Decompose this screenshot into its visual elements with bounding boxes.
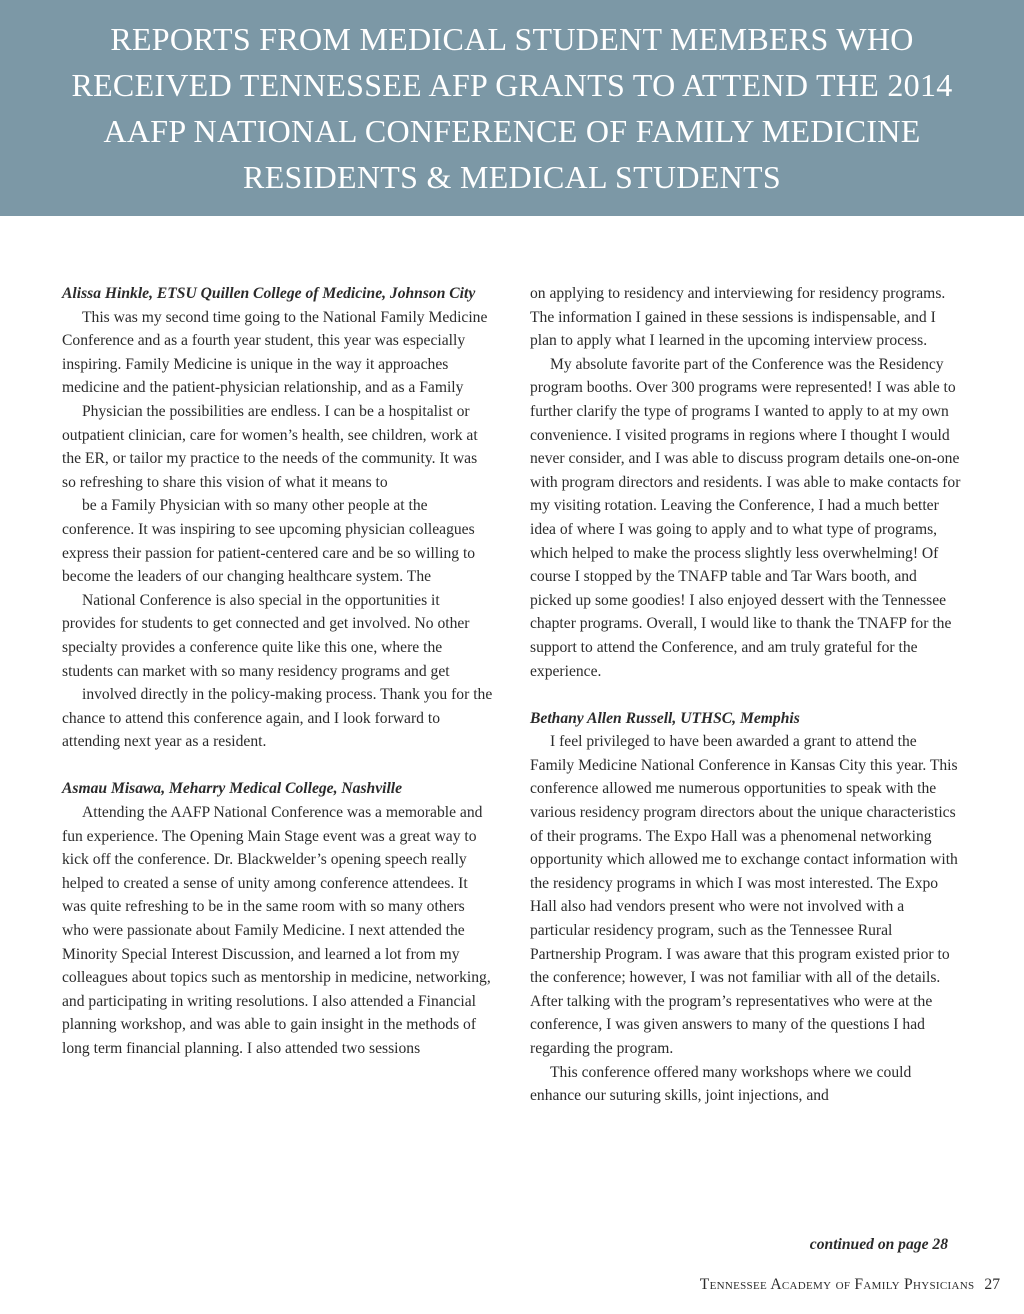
report-asmau-misawa <box>62 777 494 1060</box>
paragraph: This conference offered many workshops where we could enhance our suturing skills, joint injections, and <box>530 1063 912 1105</box>
report-asmau-misawa-continued <box>530 282 962 683</box>
paragraph: involved directly in the policy-making process. Thank you for the chance to attend this conference again, and I look forward to attending next year as a resident. <box>62 686 493 751</box>
publication-name: Tennessee Academy of Family Physicians <box>699 1276 975 1293</box>
paragraph: on applying to residency and interviewing for residency programs. The information I gained in these sessions is indispensable, and I plan to apply what I learned in the upcoming interview process. <box>530 285 946 350</box>
page-footer <box>700 1276 1000 1294</box>
header-banner <box>0 0 1024 216</box>
left-column <box>62 282 494 1108</box>
author-byline: Alissa Hinkle, ETSU Quillen College of Medicine, Johnson City <box>62 285 476 302</box>
section-spacer <box>530 683 962 707</box>
page-title: REPORTS FROM MEDICAL STUDENT MEMBERS WHO RECEIVED TENNESSEE AFP GRANTS TO ATTEND THE 2014 AAFP NATIONAL CONFERENCE OF FAMILY MEDICINE RESIDENTS & MEDICAL STUDENTS <box>71 21 953 195</box>
page-number: 27 <box>984 1276 1000 1293</box>
section-spacer <box>62 754 494 778</box>
author-byline: Asmau Misawa, Meharry Medical College, Nashville <box>62 780 403 798</box>
right-column <box>530 282 962 1108</box>
paragraph: Attending the AAFP National Conference was a memorable and fun experience. The Opening Main Stage event was a great way to kick off the conference. Dr. Blackwelder’s opening speech really helped to created a sense of unity among conference attendees. It was quite refreshing to be in the same room with so many others who were passionate about Family Medicine. I next attended the Minority Special Interest Discussion, and learned a lot from my colleagues about topics such as mentorship in medicine, networking, and participating in writing resolutions. I also attended a Financial planning workshop, and was able to gain insight in the methods of long term financial planning. I also attended two sessions <box>62 804 491 1057</box>
paragraph: This was my second time going to the National Family Medicine Conference and as a fourth year student, this year was especially inspiring. Family Medicine is unique in the way it approaches medicine and the patient-physician relationship, and as a Family <box>62 308 488 397</box>
report-alissa-hinkle <box>62 282 494 754</box>
author-byline: Bethany Allen Russell, UTHSC, Memphis <box>530 709 800 727</box>
paragraph: Physician the possibilities are endless. I can be a hospitalist or outpatient clinician, care for women’s health, see children, work at the ER, or tailor my practice to the needs of the community. It was so refreshing to share this vision of what it means to <box>62 402 478 491</box>
paragraph: National Conference is also special in the opportunities it provides for students to get connected and get involved. No other specialty provides a conference quite like this one, where the students can market with so many residency programs and get <box>62 591 470 680</box>
paragraph: I feel privileged to have been awarded a grant to attend the Family Medicine National Conference in Kansas City this year. This conference allowed me numerous opportunities to speak with the various residency program directors about the unique characteristics of their programs. The Expo Hall was a phenomenal networking opportunity which allowed me to exchange contact information with the residency programs in which I was most interested. The Expo Hall also had vendors present who were not involved with a particular residency program, such as the Tennessee Rural Partnership Program. I was aware that this program existed prior to the conference; however, I was not familiar with all of the details. After talking with the program’s representatives who were at the conference, I was given answers to many of the questions I had regarding the program. <box>530 733 958 1057</box>
article-body <box>62 282 962 1108</box>
paragraph: be a Family Physician with so many other people at the conference. It was inspiring to see upcoming physician colleagues express their passion for patient-centered care and be so willing to become the leaders of our changing healthcare system. The <box>62 497 476 586</box>
paragraph: My absolute favorite part of the Conference was the Residency program booths. Over 300 programs were represented! I was able to further clarify the type of programs I wanted to apply to at my own convenience. I visited programs in regions where I thought I would never consider, and I was able to discuss program details one-on-one with program directors and residents. I was able to make contacts for my visiting rotation. Leaving the Conference, I had a much better idea of where I was going to apply and to what type of programs, which helped to make the process slightly less overwhelming! Of course I stopped by the TNAFP table and Tar Wars booth, and picked up some goodies! I also enjoyed dessert with the Tennessee chapter programs. Overall, I would like to thank the TNAFP for the support to attend the Conference, and am truly grateful for the experience. <box>530 355 961 680</box>
continued-note: continued on page 28 <box>809 1236 948 1253</box>
report-bethany-allen-russell <box>530 707 962 1108</box>
